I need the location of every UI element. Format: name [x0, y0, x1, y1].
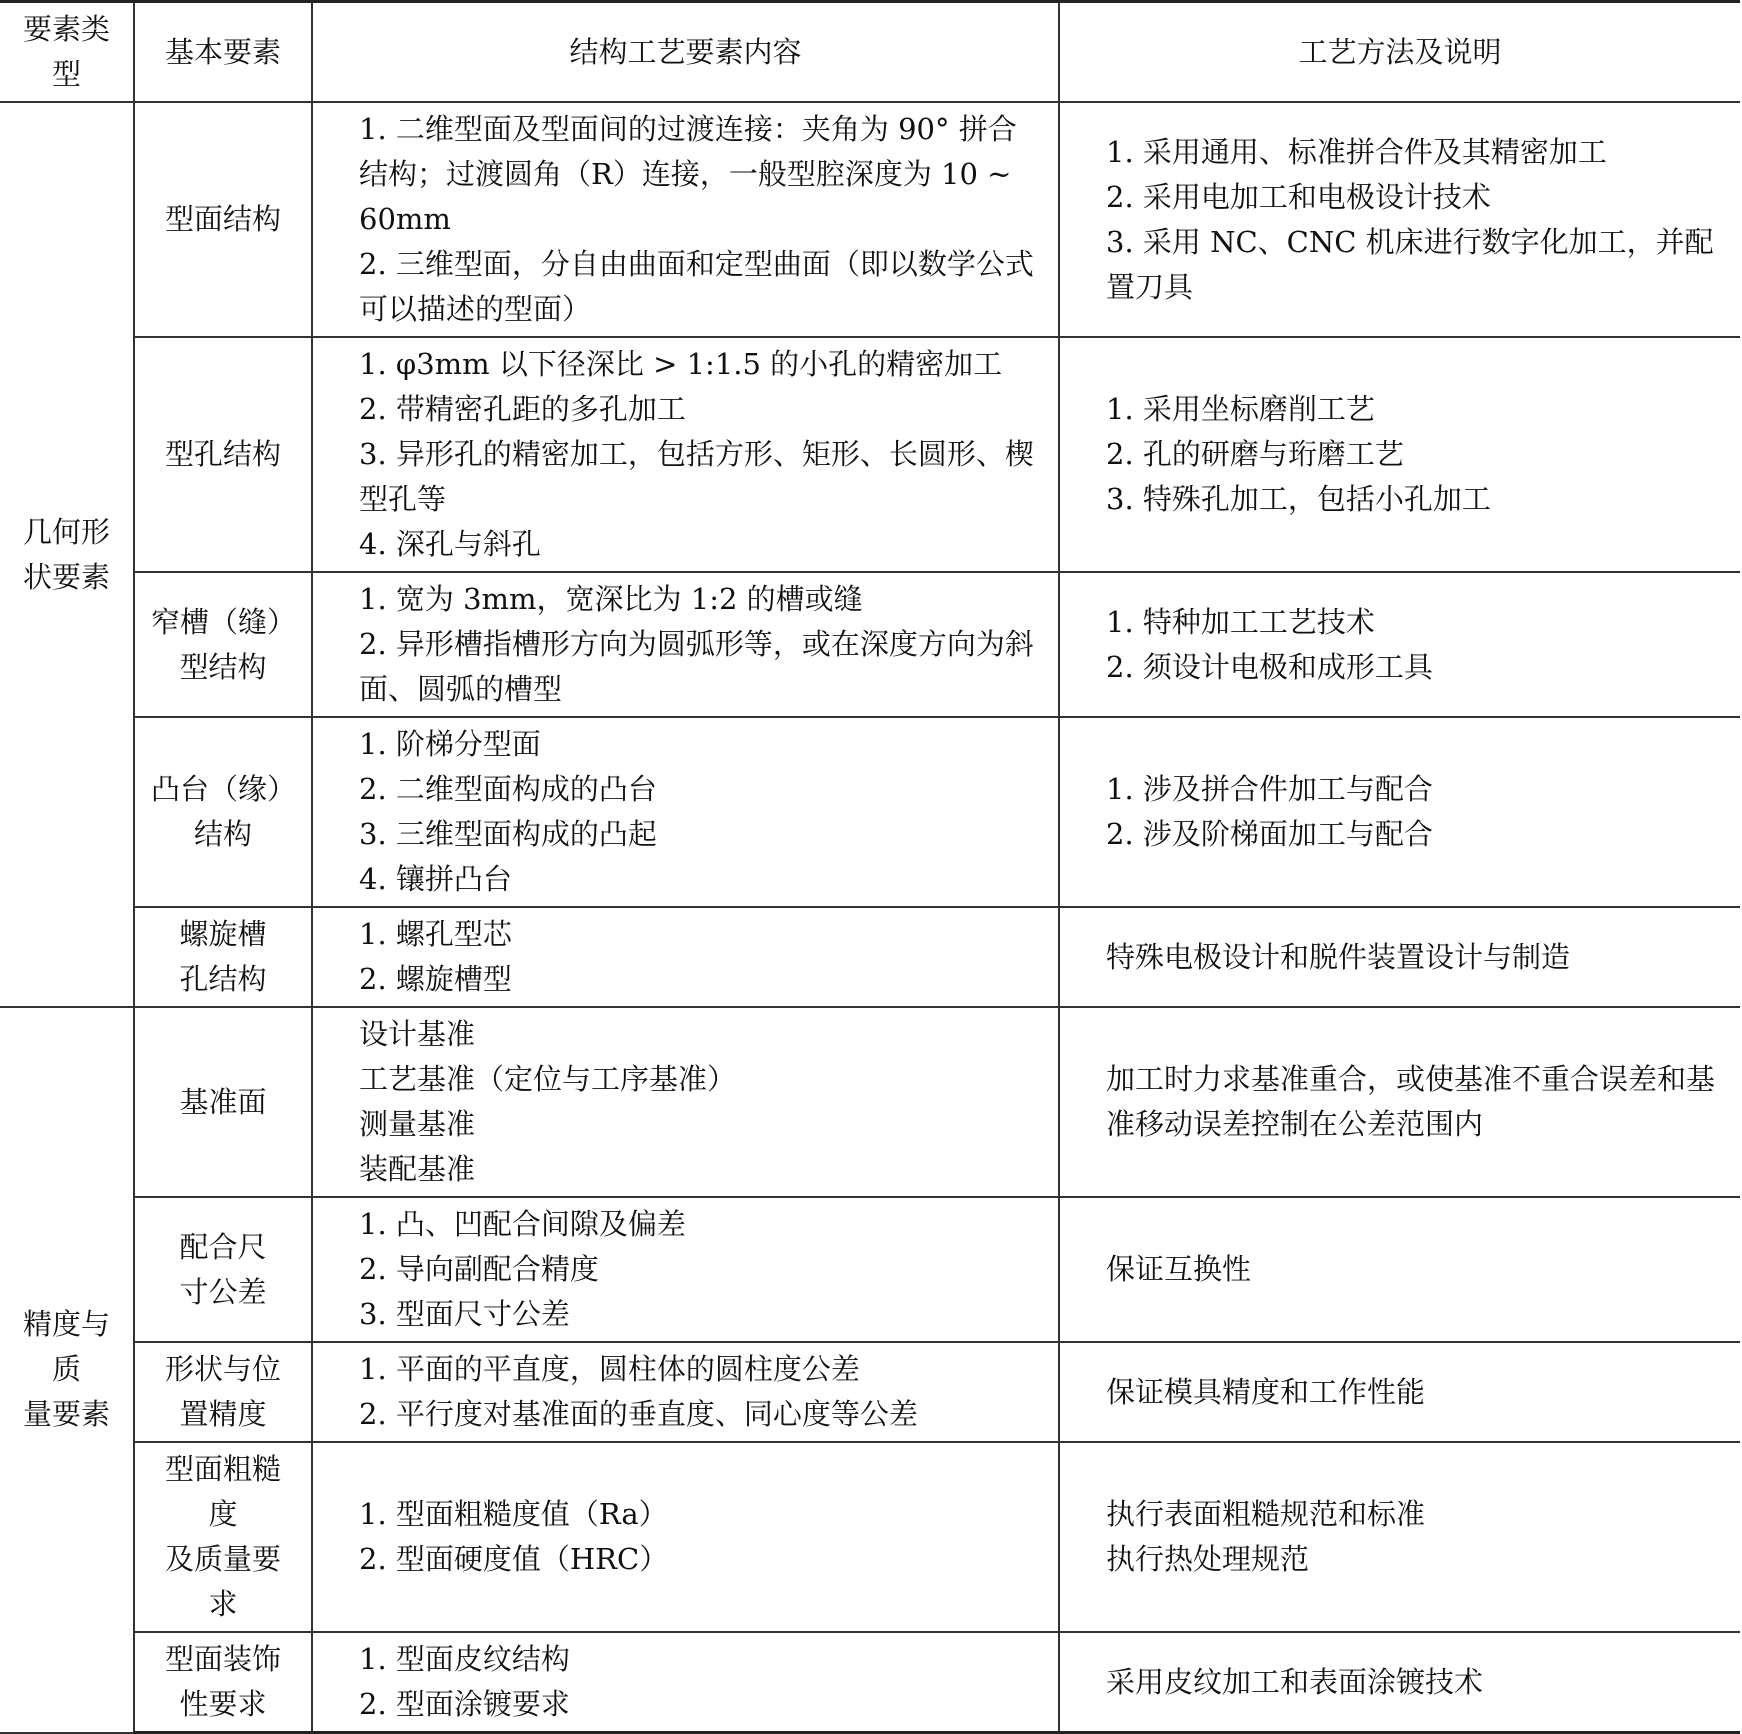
basic-element-line: 形状与位 [164, 1352, 281, 1386]
basic-element-line: 配合尺 [179, 1229, 267, 1264]
content-item: 2. 型面涂镀要求 [359, 1687, 570, 1721]
content-item: 2. 异形槽指槽形方向为圆弧形等，或在深度方向为斜面、圆弧的槽型 [359, 627, 1034, 706]
table-row [0, 102, 1740, 337]
basic-element-cell [134, 907, 312, 1007]
content-item: 1. 平面的平直度，圆柱体的圆柱度公差 [359, 1352, 860, 1386]
basic-element-line: 型结构 [179, 649, 267, 684]
basic-element-cell [134, 572, 312, 717]
method-item: 1. 采用通用、标准拼合件及其精密加工 [1106, 134, 1607, 169]
content-item: 2. 型面硬度值（HRC） [359, 1542, 669, 1576]
content-item: 3. 异形孔的精密加工，包括方形、矩形、长圆形、楔型孔等 [359, 437, 1034, 516]
table-body [0, 102, 1740, 1733]
content-item: 3. 型面尺寸公差 [359, 1297, 570, 1331]
content-item: 1. 阶梯分型面 [359, 727, 541, 761]
structure-content-cell [312, 572, 1059, 717]
header-row [0, 2, 1740, 103]
structure-content-cell [312, 1007, 1059, 1197]
table-row [0, 1342, 1740, 1442]
basic-element-line: 型面装饰 [164, 1642, 281, 1676]
element-type-cell [0, 1007, 134, 1733]
structure-content-cell [312, 337, 1059, 572]
content-item: 2. 带精密孔距的多孔加工 [359, 392, 686, 426]
content-item: 1. 凸、凹配合间隙及偏差 [359, 1207, 686, 1241]
process-method-cell [1059, 1632, 1740, 1733]
process-method-cell [1059, 337, 1740, 572]
basic-element-line: 性要求 [179, 1687, 267, 1721]
basic-element-line: 窄槽（缝） [151, 604, 297, 639]
method-item: 3. 特殊孔加工，包括小孔加工 [1106, 482, 1491, 516]
element-type-line: 状要素 [22, 559, 110, 594]
basic-element-line: 结构 [193, 817, 252, 851]
method-item: 特殊电极设计和脱件装置设计与制造 [1106, 939, 1571, 974]
method-item: 2. 须设计电极和成形工具 [1106, 649, 1433, 684]
table-row [0, 572, 1740, 717]
element-type-line: 精度与质 [22, 1307, 110, 1387]
method-item: 执行热处理规范 [1106, 1542, 1310, 1576]
method-item: 加工时力求基准重合，或使基准不重合误差和基准移动误差控制在公差范围内 [1106, 1062, 1716, 1141]
basic-element-line: 置精度 [179, 1397, 267, 1431]
structure-content-cell [312, 907, 1059, 1007]
basic-element-cell [134, 1007, 312, 1197]
content-item: 装配基准 [359, 1152, 476, 1186]
content-item: 1. 型面粗糙度值（Ra） [359, 1497, 668, 1531]
header-element-type: 要素类型 [0, 2, 134, 103]
basic-element-cell [134, 1442, 312, 1632]
method-item: 保证互换性 [1106, 1252, 1252, 1286]
method-item: 1. 涉及拼合件加工与配合 [1106, 772, 1433, 806]
structure-content-cell [312, 1197, 1059, 1342]
method-item: 采用皮纹加工和表面涂镀技术 [1106, 1664, 1484, 1699]
method-item: 1. 特种加工工艺技术 [1106, 604, 1375, 639]
content-item: 1. 型面皮纹结构 [359, 1642, 570, 1676]
content-item: 4. 镶拼凸台 [359, 862, 512, 896]
content-item: 2. 三维型面，分自由曲面和定型曲面（即以数学公式可以描述的型面） [359, 247, 1034, 326]
header-basic-element: 基本要素 [134, 2, 312, 103]
element-type-cell [0, 102, 134, 1007]
basic-element-cell [134, 1197, 312, 1342]
structure-content-cell [312, 1632, 1059, 1733]
method-item: 保证模具精度和工作性能 [1106, 1374, 1426, 1409]
element-type-line: 几何形 [22, 514, 110, 549]
content-item: 1. 二维型面及型面间的过渡连接：夹角为 90° 拼合结构；过渡圆角（R）连接，一般型腔深度为 10 ~ 60mm [359, 112, 1017, 236]
table-row [0, 1197, 1740, 1342]
process-method-cell [1059, 1007, 1740, 1197]
table-row [0, 1632, 1740, 1733]
content-item: 测量基准 [359, 1107, 476, 1141]
header-process-method: 工艺方法及说明 [1059, 2, 1740, 103]
basic-element-cell [134, 337, 312, 572]
element-type-line: 量要素 [22, 1397, 110, 1432]
process-method-cell [1059, 572, 1740, 717]
basic-element-line: 及质量要求 [164, 1542, 281, 1621]
content-item: 3. 三维型面构成的凸起 [359, 817, 657, 851]
process-method-cell [1059, 102, 1740, 337]
basic-element-cell [134, 102, 312, 337]
structure-content-cell [312, 1442, 1059, 1632]
method-item: 2. 孔的研磨与珩磨工艺 [1106, 437, 1404, 471]
table-row [0, 1007, 1740, 1197]
process-method-cell [1059, 1342, 1740, 1442]
method-item: 3. 采用 NC、CNC 机床进行数字化加工，并配置刀具 [1106, 224, 1714, 304]
basic-element-line: 型面粗糙度 [164, 1452, 281, 1531]
process-method-cell [1059, 907, 1740, 1007]
basic-element-cell [134, 1342, 312, 1442]
content-item: 2. 平行度对基准面的垂直度、同心度等公差 [359, 1397, 918, 1431]
table-row [0, 337, 1740, 572]
table-row [0, 717, 1740, 907]
basic-element-line: 寸公差 [179, 1274, 267, 1309]
basic-element-line: 型孔结构 [164, 437, 281, 471]
content-item: 设计基准 [359, 1017, 476, 1051]
process-method-cell [1059, 717, 1740, 907]
content-item: 1. φ3mm 以下径深比 > 1:1.5 的小孔的精密加工 [359, 347, 1003, 381]
header-structure-content: 结构工艺要素内容 [312, 2, 1059, 103]
process-method-cell [1059, 1197, 1740, 1342]
basic-element-line: 孔结构 [179, 962, 267, 996]
basic-element-line: 基准面 [179, 1084, 267, 1119]
method-item: 2. 涉及阶梯面加工与配合 [1106, 817, 1433, 851]
content-item: 工艺基准（定位与工序基准） [359, 1062, 737, 1096]
method-item: 2. 采用电加工和电极设计技术 [1106, 179, 1491, 214]
process-method-cell [1059, 1442, 1740, 1632]
content-item: 2. 导向副配合精度 [359, 1252, 599, 1286]
basic-element-cell [134, 1632, 312, 1733]
basic-element-line: 螺旋槽 [179, 917, 267, 951]
content-item: 1. 螺孔型芯 [359, 917, 512, 951]
structure-content-cell [312, 102, 1059, 337]
content-item: 1. 宽为 3mm，宽深比为 1:2 的槽或缝 [359, 582, 863, 616]
content-item: 2. 螺旋槽型 [359, 962, 512, 996]
table-row [0, 1442, 1740, 1632]
method-item: 1. 采用坐标磨削工艺 [1106, 392, 1375, 426]
content-item: 4. 深孔与斜孔 [359, 527, 541, 561]
table-row [0, 907, 1740, 1007]
structure-content-cell [312, 1342, 1059, 1442]
content-item: 2. 二维型面构成的凸台 [359, 772, 657, 806]
basic-element-line: 型面结构 [164, 202, 281, 236]
basic-element-line: 凸台（缘） [151, 772, 297, 806]
method-item: 执行表面粗糙规范和标准 [1106, 1497, 1426, 1531]
structure-content-cell [312, 717, 1059, 907]
basic-element-cell [134, 717, 312, 907]
